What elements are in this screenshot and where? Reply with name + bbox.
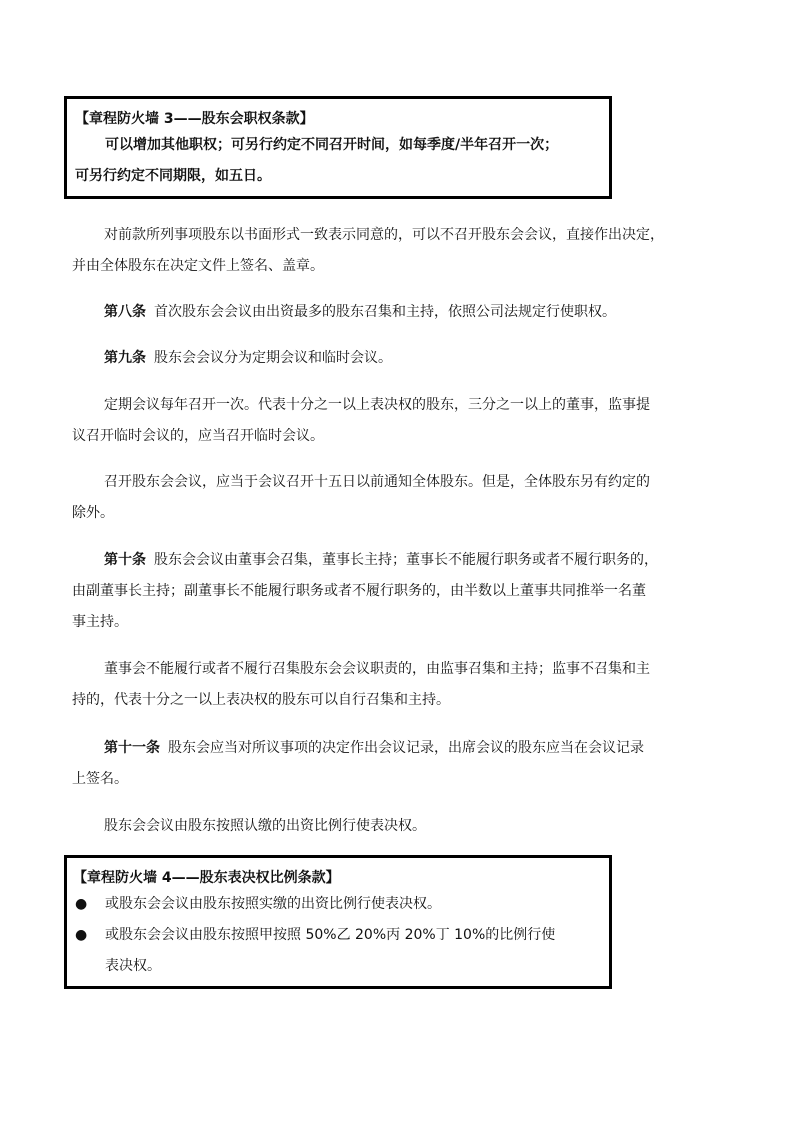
paragraph-line: 董事会不能履行或者不履行召集股东会会议职责的，由监事召集和主持；监事不召集和主	[104, 661, 650, 677]
paragraph-line: 定期会议每年召开一次。代表十分之一以上表决权的股东，三分之一以上的董事，监事提	[104, 397, 650, 413]
bullet-icon: ●	[75, 927, 88, 943]
article-9	[72, 343, 722, 374]
article-10	[72, 545, 722, 638]
article-9-label: 第九条	[104, 350, 146, 366]
paragraph-written-consent	[72, 220, 722, 282]
paragraph-line: 持的，代表十分之一以上表决权的股东可以自行召集和主持。	[72, 692, 450, 708]
bullet-icon: ●	[75, 896, 88, 912]
bullet-text-line: 或股东会会议由股东按照甲按照 50%乙 20%丙 20%丁 10%的比例行使	[105, 927, 556, 943]
bullet-text-line: 表决权。	[105, 958, 161, 974]
article-9-text: 股东会会议分为定期会议和临时会议。	[154, 350, 392, 366]
firewall-box-4	[64, 855, 612, 989]
paragraph-line: 召开股东会会议，应当于会议召开十五日以前通知全体股东。但是，全体股东另有约定的	[104, 474, 650, 490]
paragraph-line: 上签名。	[72, 771, 128, 787]
paragraph-line: 对前款所列事项股东以书面形式一致表示同意的，可以不召开股东会会议，直接作出决定，	[104, 227, 664, 243]
list-item	[73, 925, 609, 976]
article-8	[72, 297, 722, 328]
article-8-text: 首次股东会会议由出资最多的股东召集和主持，依照公司法规定行使职权。	[154, 304, 616, 320]
article-10-label: 第十条	[104, 552, 146, 568]
paragraph-line: 议召开临时会议的，应当召开临时会议。	[72, 428, 324, 444]
article-8-label: 第八条	[104, 304, 146, 320]
firewall-box-3-line-2: 可另行约定不同期限，如五日。	[75, 168, 271, 184]
article-11-label: 第十一条	[104, 740, 160, 756]
firewall-box-3-title: 【章程防火墙 3——股东会职权条款】	[75, 111, 314, 127]
paragraph-regular-meetings	[72, 390, 722, 452]
firewall-box-3	[64, 96, 612, 199]
paragraph-voting-rights	[72, 811, 722, 842]
firewall-box-3-line-1: 可以增加其他职权；可另行约定不同召开时间，如每季度/半年召开一次；	[105, 137, 559, 153]
list-item	[73, 894, 609, 925]
paragraph-line: 事主持。	[72, 614, 128, 630]
paragraph-line: 除外。	[72, 505, 114, 521]
article-11-text: 股东会应当对所议事项的决定作出会议记录，出席会议的股东应当在会议记录	[168, 740, 644, 756]
paragraph-line: 股东会会议由股东按照认缴的出资比例行使表决权。	[104, 818, 426, 834]
paragraph-line: 由副董事长主持；副董事长不能履行职务或者不履行职务的，由半数以上董事共同推举一名董	[72, 583, 646, 599]
bullet-text: 或股东会会议由股东按照实缴的出资比例行使表决权。	[105, 896, 441, 912]
article-10-text: 股东会会议由董事会召集，董事长主持；董事长不能履行职务或者不履行职务的，	[154, 552, 658, 568]
firewall-box-4-title: 【章程防火墙 4——股东表决权比例条款】	[73, 870, 340, 886]
article-11	[72, 733, 722, 795]
paragraph-notice	[72, 467, 722, 529]
paragraph-line: 并由全体股东在决定文件上签名、盖章。	[72, 258, 324, 274]
paragraph-supervisor-convene	[72, 654, 722, 716]
